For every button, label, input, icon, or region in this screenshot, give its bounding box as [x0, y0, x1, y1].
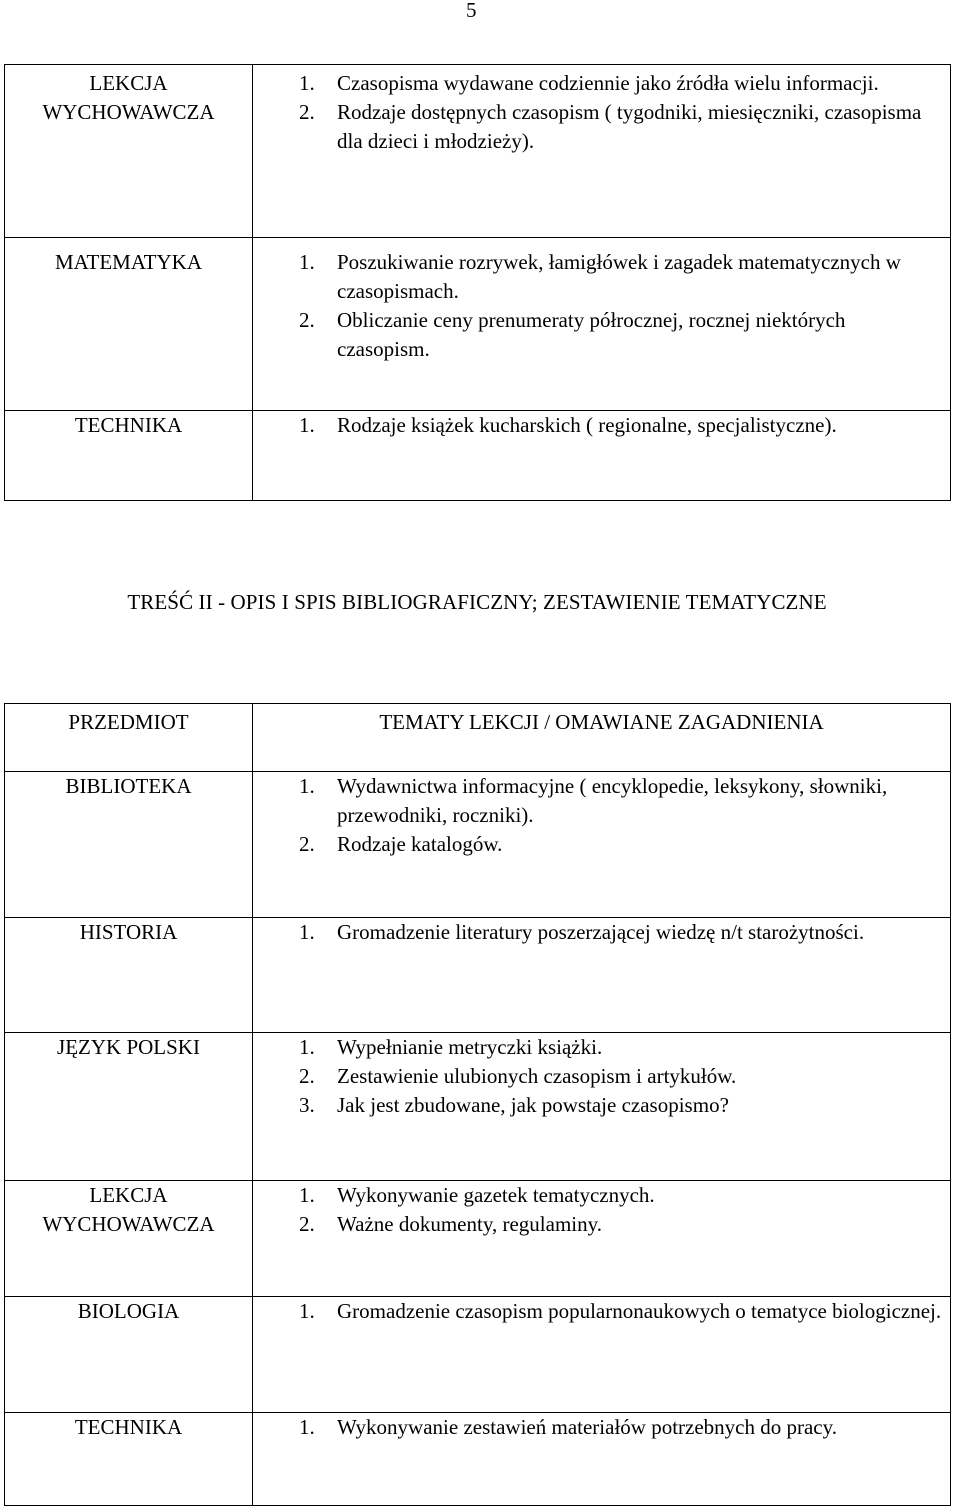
topic-list — [253, 248, 950, 364]
topics-cell — [253, 411, 951, 501]
topic-text: Ważne dokumenty, regulaminy. — [337, 1212, 603, 1236]
subject-label: HISTORIA — [79, 920, 178, 944]
subject-label: LEKCJA — [89, 1183, 168, 1207]
list-item — [253, 918, 950, 947]
subject-label: MATEMATYKA — [55, 250, 202, 274]
topic-number: 2. — [299, 1064, 315, 1088]
header-topics — [253, 704, 951, 772]
table-row — [5, 918, 951, 1033]
subject-label: WYCHOWAWCZA — [42, 1212, 215, 1236]
subject-cell — [5, 772, 253, 918]
table-row — [5, 1181, 951, 1297]
page-number: 5 — [466, 0, 477, 22]
topic-list — [253, 1297, 950, 1326]
topic-text: Poszukiwanie rozrywek, łamigłówek i zagadek matematycznych w czasopismach. — [337, 250, 901, 303]
topic-number: 1. — [299, 71, 315, 95]
topic-text: Gromadzenie czasopism popularnonaukowych o tematyce biologicznej. — [337, 1299, 942, 1323]
list-item — [253, 1062, 950, 1091]
list-item — [253, 772, 950, 830]
subject-cell — [5, 1413, 253, 1506]
topic-number: 2. — [299, 1212, 315, 1236]
curriculum-table-2 — [4, 703, 951, 1506]
subject-label: TECHNIKA — [74, 1415, 183, 1439]
section-heading: TREŚĆ II - OPIS I SPIS BIBLIOGRAFICZNY; ZESTAWIENIE TEMATYCZNE — [127, 590, 827, 614]
topic-list — [253, 69, 950, 156]
topic-number: 2. — [299, 832, 315, 856]
topic-list — [253, 1181, 950, 1239]
topic-text: Jak jest zbudowane, jak powstaje czasopismo? — [337, 1093, 729, 1117]
list-item — [253, 830, 950, 859]
subject-label: TECHNIKA — [74, 413, 183, 437]
table-row — [5, 411, 951, 501]
list-item — [253, 248, 950, 306]
subject-cell — [5, 1033, 253, 1181]
topic-number: 1. — [299, 920, 315, 944]
list-item — [253, 1091, 950, 1120]
subject-cell — [5, 1297, 253, 1413]
topic-number: 1. — [299, 1035, 315, 1059]
topic-list — [253, 772, 950, 859]
table-row — [5, 65, 951, 238]
topic-number: 1. — [299, 1415, 315, 1439]
topics-cell — [253, 65, 951, 238]
topic-list — [253, 1033, 950, 1120]
topic-number: 3. — [299, 1093, 315, 1117]
list-item — [253, 1413, 950, 1442]
subject-cell — [5, 1181, 253, 1297]
table-row — [5, 1413, 951, 1506]
list-item — [253, 306, 950, 364]
topic-text: Gromadzenie literatury poszerzającej wiedzę n/t starożytności. — [337, 920, 865, 944]
curriculum-table-1 — [4, 64, 951, 501]
topics-cell — [253, 238, 951, 411]
topic-text: Zestawienie ulubionych czasopism i artykułów. — [337, 1064, 737, 1088]
topic-number: 2. — [299, 100, 315, 124]
topic-text: Czasopisma wydawane codziennie jako źródła wielu informacji. — [337, 71, 879, 95]
topic-list — [253, 411, 950, 440]
table-header-row — [5, 704, 951, 772]
topic-number: 1. — [299, 1183, 315, 1207]
topic-text: Rodzaje dostępnych czasopism ( tygodniki, miesięczniki, czasopisma dla dzieci i młodzieży). — [337, 100, 922, 153]
topic-number: 1. — [299, 1299, 315, 1323]
topic-text: Wydawnictwa informacyjne ( encyklopedie, leksykony, słowniki, przewodniki, roczniki). — [337, 774, 888, 827]
topic-text: Wykonywanie zestawień materiałów potrzebnych do pracy. — [337, 1415, 838, 1439]
topic-text: Wykonywanie gazetek tematycznych. — [337, 1183, 655, 1207]
topic-number: 2. — [299, 308, 315, 332]
topics-cell — [253, 772, 951, 918]
topics-cell — [253, 1297, 951, 1413]
list-item — [253, 411, 950, 440]
topic-number: 1. — [299, 250, 315, 274]
topics-cell — [253, 1181, 951, 1297]
list-item — [253, 1181, 950, 1210]
table-row — [5, 772, 951, 918]
list-item — [253, 1297, 950, 1326]
table-row — [5, 238, 951, 411]
subject-label: LEKCJA — [89, 71, 168, 95]
header-subject — [5, 704, 253, 772]
topics-cell — [253, 1033, 951, 1181]
header-topics-label: TEMATY LEKCJI / OMAWIANE ZAGADNIENIA — [379, 710, 824, 734]
subject-cell — [5, 238, 253, 411]
header-subject-label: PRZEDMIOT — [68, 710, 189, 734]
topic-text: Rodzaje katalogów. — [337, 832, 503, 856]
subject-cell — [5, 65, 253, 238]
subject-label: WYCHOWAWCZA — [42, 100, 215, 124]
table-row — [5, 1297, 951, 1413]
topics-cell — [253, 918, 951, 1033]
subject-cell — [5, 918, 253, 1033]
table-row — [5, 1033, 951, 1181]
topic-text: Obliczanie ceny prenumeraty półrocznej, rocznej niektórych czasopism. — [337, 308, 846, 361]
subject-label: BIBLIOTEKA — [65, 774, 192, 798]
list-item — [253, 69, 950, 98]
topic-list — [253, 1413, 950, 1442]
subject-label: BIOLOGIA — [77, 1299, 180, 1323]
list-item — [253, 1210, 950, 1239]
subject-label: JĘZYK POLSKI — [57, 1035, 200, 1059]
topic-number: 1. — [299, 774, 315, 798]
topic-number: 1. — [299, 413, 315, 437]
subject-cell — [5, 411, 253, 501]
topic-list — [253, 918, 950, 947]
topic-text: Wypełnianie metryczki książki. — [337, 1035, 603, 1059]
list-item — [253, 1033, 950, 1062]
topic-text: Rodzaje książek kucharskich ( regionalne, specjalistyczne). — [337, 413, 837, 437]
topics-cell — [253, 1413, 951, 1506]
list-item — [253, 98, 950, 156]
